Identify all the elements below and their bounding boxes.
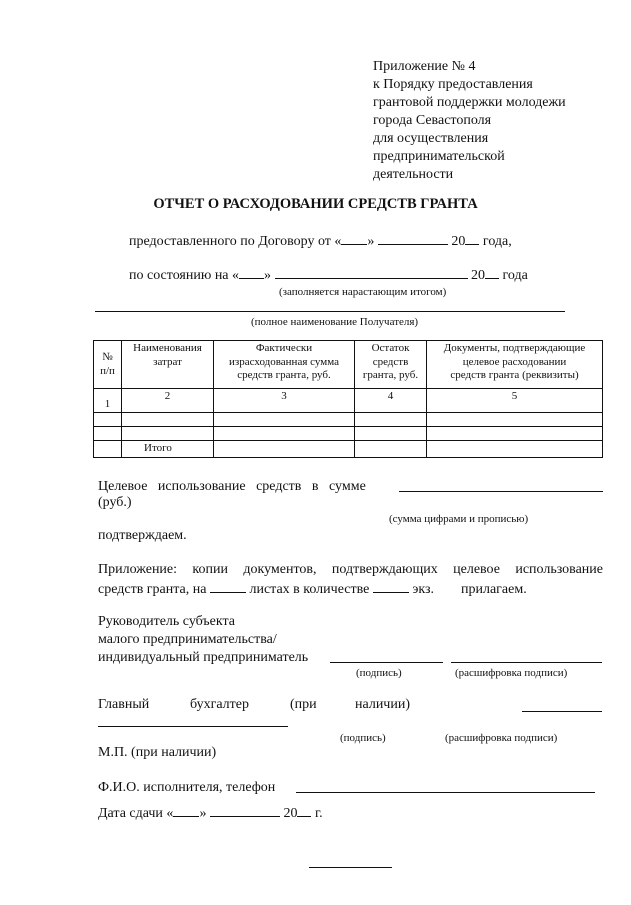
accountant-w4: наличии) bbox=[355, 697, 410, 712]
contract-year-prefix: 20 bbox=[451, 234, 466, 249]
delivery-year-prefix: 20 bbox=[283, 806, 298, 821]
state-month-field[interactable] bbox=[275, 265, 468, 279]
header-line: деятельности bbox=[373, 167, 454, 182]
head-decode-note: (расшифровка подписи) bbox=[455, 667, 568, 679]
header-line: грантовой поддержки молодежи bbox=[373, 95, 566, 110]
contract-year-field[interactable] bbox=[465, 231, 479, 245]
appendix-header bbox=[373, 58, 566, 184]
header-line: Приложение № 4 bbox=[373, 59, 476, 74]
delivery-day-field[interactable] bbox=[173, 803, 199, 817]
column-header: № п/п bbox=[94, 341, 122, 389]
contract-mid: » bbox=[367, 234, 375, 249]
state-prefix: по состоянию на « bbox=[129, 268, 240, 283]
header-line: к Порядку предоставления bbox=[373, 77, 533, 92]
table-cell[interactable] bbox=[214, 413, 355, 427]
head-signature-field[interactable] bbox=[330, 662, 443, 663]
table-cell[interactable] bbox=[355, 413, 427, 427]
table-row[interactable] bbox=[94, 413, 603, 427]
header-line: города Севастополя bbox=[373, 113, 492, 128]
bottom-divider bbox=[309, 867, 392, 868]
delivery-month-field[interactable] bbox=[210, 803, 280, 817]
table-header-row bbox=[94, 341, 603, 389]
accountant-decode-note: (расшифровка подписи) bbox=[445, 732, 558, 744]
appendix-text: прилагаем. bbox=[461, 582, 527, 597]
target-use-amount-field[interactable] bbox=[399, 491, 603, 492]
accountant-decode-field[interactable] bbox=[522, 711, 602, 712]
seal-label: М.П. (при наличии) bbox=[98, 745, 217, 760]
appendix-text: экз. bbox=[412, 582, 434, 597]
delivery-suffix: г. bbox=[314, 806, 323, 821]
executor-field[interactable] bbox=[296, 792, 595, 793]
table-cell[interactable] bbox=[427, 441, 603, 458]
table-cell[interactable] bbox=[355, 427, 427, 441]
column-header: Остаток средств гранта, руб. bbox=[355, 341, 427, 389]
table-cell[interactable] bbox=[94, 427, 122, 441]
contract-month-field[interactable] bbox=[378, 231, 448, 245]
head-title-3: индивидуальный предприниматель bbox=[98, 650, 309, 665]
table-cell[interactable] bbox=[94, 413, 122, 427]
total-label: Итого bbox=[122, 441, 214, 458]
head-decode-field[interactable] bbox=[451, 662, 602, 663]
column-header: Документы, подтверждающие целевое расходовании средств гранта (реквизиты) bbox=[427, 341, 603, 389]
table-number-row bbox=[94, 389, 603, 413]
column-number: 1 bbox=[94, 389, 122, 413]
target-use-note: (сумма цифрами и прописью) bbox=[389, 513, 529, 525]
state-suffix: года bbox=[502, 268, 528, 283]
table-cell bbox=[94, 441, 122, 458]
recipient-note: (полное наименование Получателя) bbox=[251, 316, 419, 328]
accountant-w1: Главный bbox=[98, 697, 150, 712]
appendix-line-1: Приложение: копии документов, подтверждающих целевое использование bbox=[98, 562, 603, 577]
state-day-field[interactable] bbox=[239, 265, 264, 279]
page-title: ОТЧЕТ О РАСХОДОВАНИИ СРЕДСТВ ГРАНТА bbox=[153, 196, 478, 212]
expense-table bbox=[93, 340, 603, 458]
contract-suffix: года, bbox=[482, 234, 512, 249]
delivery-prefix: Дата сдачи « bbox=[98, 806, 174, 821]
head-title-1: Руководитель субъекта bbox=[98, 614, 235, 629]
head-title-2: малого предпринимательства/ bbox=[98, 632, 277, 647]
state-line bbox=[129, 265, 528, 285]
table-cell[interactable] bbox=[214, 427, 355, 441]
accountant-w2: бухгалтер bbox=[190, 697, 249, 712]
table-cell[interactable] bbox=[122, 427, 214, 441]
header-line: предпринимательской bbox=[373, 149, 505, 164]
table-cell[interactable] bbox=[427, 427, 603, 441]
accountant-signature-field[interactable] bbox=[98, 726, 288, 727]
column-number: 4 bbox=[355, 389, 427, 413]
accountant-w3: (при bbox=[290, 697, 317, 712]
recipient-name-field[interactable] bbox=[95, 311, 565, 312]
appendix-line-2 bbox=[98, 579, 527, 599]
delivery-line bbox=[98, 803, 323, 823]
target-use-confirm: подтверждаем. bbox=[98, 528, 187, 543]
table-cell[interactable] bbox=[214, 441, 355, 458]
target-use-text: Целевое использование средств в сумме bbox=[98, 479, 366, 494]
target-use-unit: (руб.) bbox=[98, 495, 132, 510]
contract-line bbox=[129, 231, 512, 251]
head-signature-note: (подпись) bbox=[356, 667, 402, 679]
column-number: 5 bbox=[427, 389, 603, 413]
sheets-count-field[interactable] bbox=[210, 579, 246, 593]
state-year-prefix: 20 bbox=[471, 268, 486, 283]
column-number: 3 bbox=[214, 389, 355, 413]
column-header: Фактически израсходованная сумма средств гранта, руб. bbox=[214, 341, 355, 389]
state-mid: » bbox=[264, 268, 272, 283]
header-line: для осуществления bbox=[373, 131, 489, 146]
contract-prefix: предоставленного по Договору от « bbox=[129, 234, 342, 249]
delivery-mid: » bbox=[199, 806, 207, 821]
state-year-field[interactable] bbox=[485, 265, 499, 279]
column-number: 2 bbox=[122, 389, 214, 413]
table-cell[interactable] bbox=[122, 413, 214, 427]
appendix-text: листах в количестве bbox=[249, 582, 370, 597]
table-total-row bbox=[94, 441, 603, 458]
copies-count-field[interactable] bbox=[373, 579, 409, 593]
column-header: Наименования затрат bbox=[122, 341, 214, 389]
table-row[interactable] bbox=[94, 427, 603, 441]
executor-label: Ф.И.О. исполнителя, телефон bbox=[98, 780, 276, 795]
accountant-signature-note: (подпись) bbox=[340, 732, 386, 744]
table-cell[interactable] bbox=[427, 413, 603, 427]
delivery-year-field[interactable] bbox=[297, 803, 311, 817]
contract-day-field[interactable] bbox=[341, 231, 367, 245]
state-note: (заполняется нарастающим итогом) bbox=[279, 286, 447, 298]
table-cell[interactable] bbox=[355, 441, 427, 458]
appendix-text: средств гранта, на bbox=[98, 582, 207, 597]
